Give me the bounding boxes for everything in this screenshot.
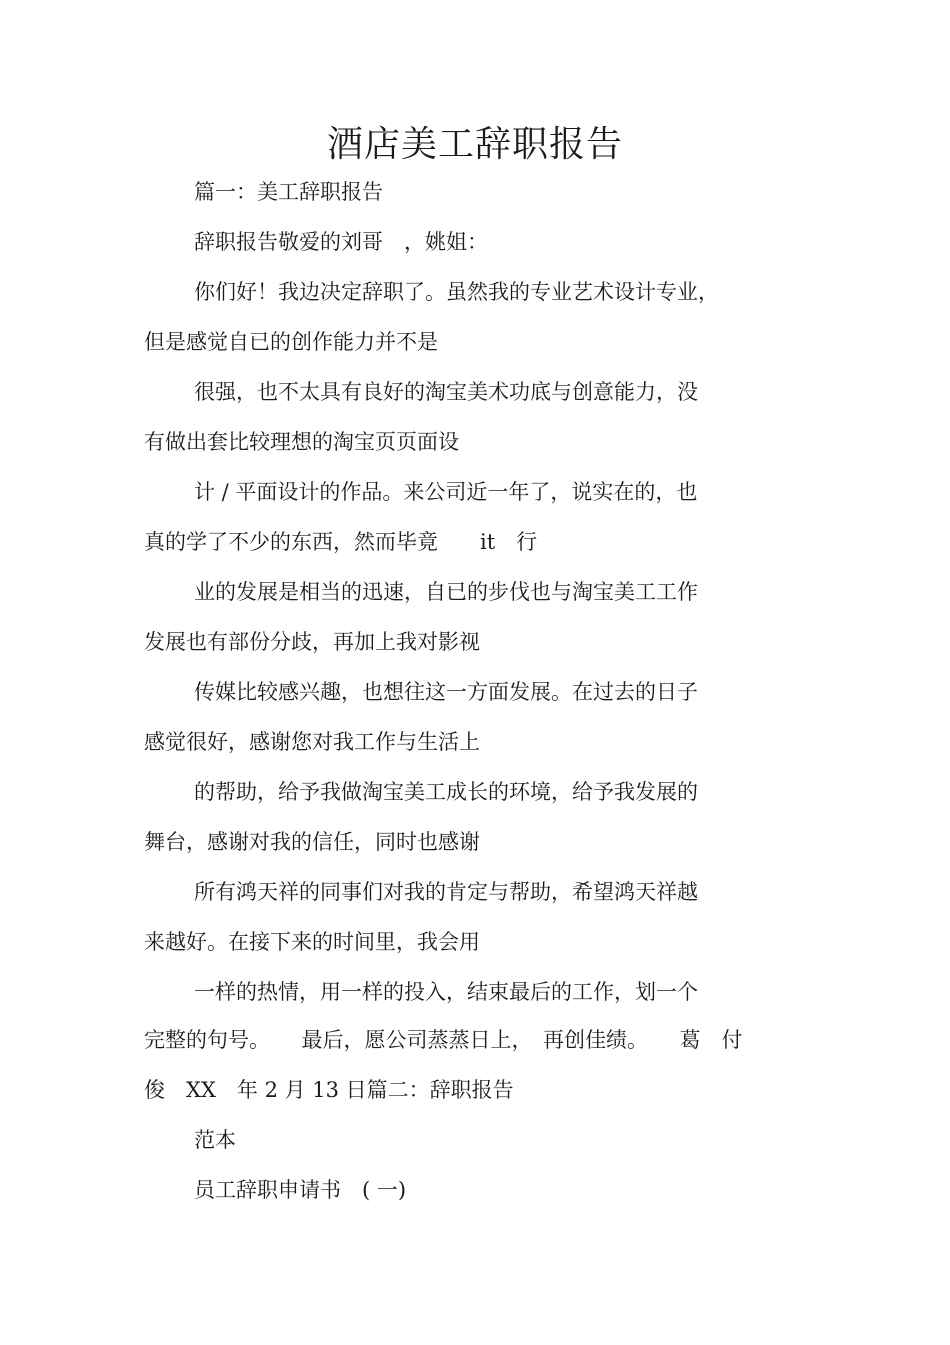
document-title: 酒店美工辞职报告 xyxy=(326,124,623,165)
body-line: 计 / 平面设计的作品。来公司近一年了，说实在的，也 xyxy=(194,480,698,504)
body-line: 传媒比较感兴趣，也想往这一方面发展。在过去的日子 xyxy=(194,680,698,704)
body-line: 真的学了不少的东西，然而毕竟 it 行 xyxy=(144,530,538,554)
closing-line: 完整的句号。 最后，愿公司蒸蒸日上， 再创佳绩。 葛 付 xyxy=(144,1028,743,1052)
body-line: 范本 xyxy=(194,1128,236,1152)
body-line: 所有鸿天祥的同事们对我的肯定与帮助，希望鸿天祥越 xyxy=(194,880,698,904)
body-line: 一样的热情，用一样的投入，结束最后的工作，划一个 xyxy=(194,980,698,1004)
body-line: 的帮助，给予我做淘宝美工成长的环境，给予我发展的 xyxy=(194,780,698,804)
salutation: 辞职报告敬爱的刘哥 ，姚姐： xyxy=(194,230,488,254)
body-line: 但是感觉自已的创作能力并不是 xyxy=(144,330,438,354)
signature-date-line: 俊 XX 年 2 月 13 日篇二：辞职报告 xyxy=(144,1078,514,1102)
body-line: 舞台，感谢对我的信任，同时也感谢 xyxy=(144,830,480,854)
body-line: 来越好。在接下来的时间里，我会用 xyxy=(144,930,480,954)
subsection-heading: 员工辞职申请书 ( 一) xyxy=(194,1178,407,1202)
body-line: 你们好！我边决定辞职了。虽然我的专业艺术设计专业， xyxy=(194,280,719,304)
body-line: 发展也有部份分歧，再加上我对影视 xyxy=(144,630,480,654)
body-line: 有做出套比较理想的淘宝页页面设 xyxy=(144,430,459,454)
body-line: 很强，也不太具有良好的淘宝美术功底与创意能力，没 xyxy=(194,380,698,404)
section-heading: 篇一：美工辞职报告 xyxy=(194,180,383,204)
body-line: 感觉很好，感谢您对我工作与生活上 xyxy=(144,730,480,754)
body-line: 业的发展是相当的迅速，自已的步伐也与淘宝美工工作 xyxy=(194,580,698,604)
